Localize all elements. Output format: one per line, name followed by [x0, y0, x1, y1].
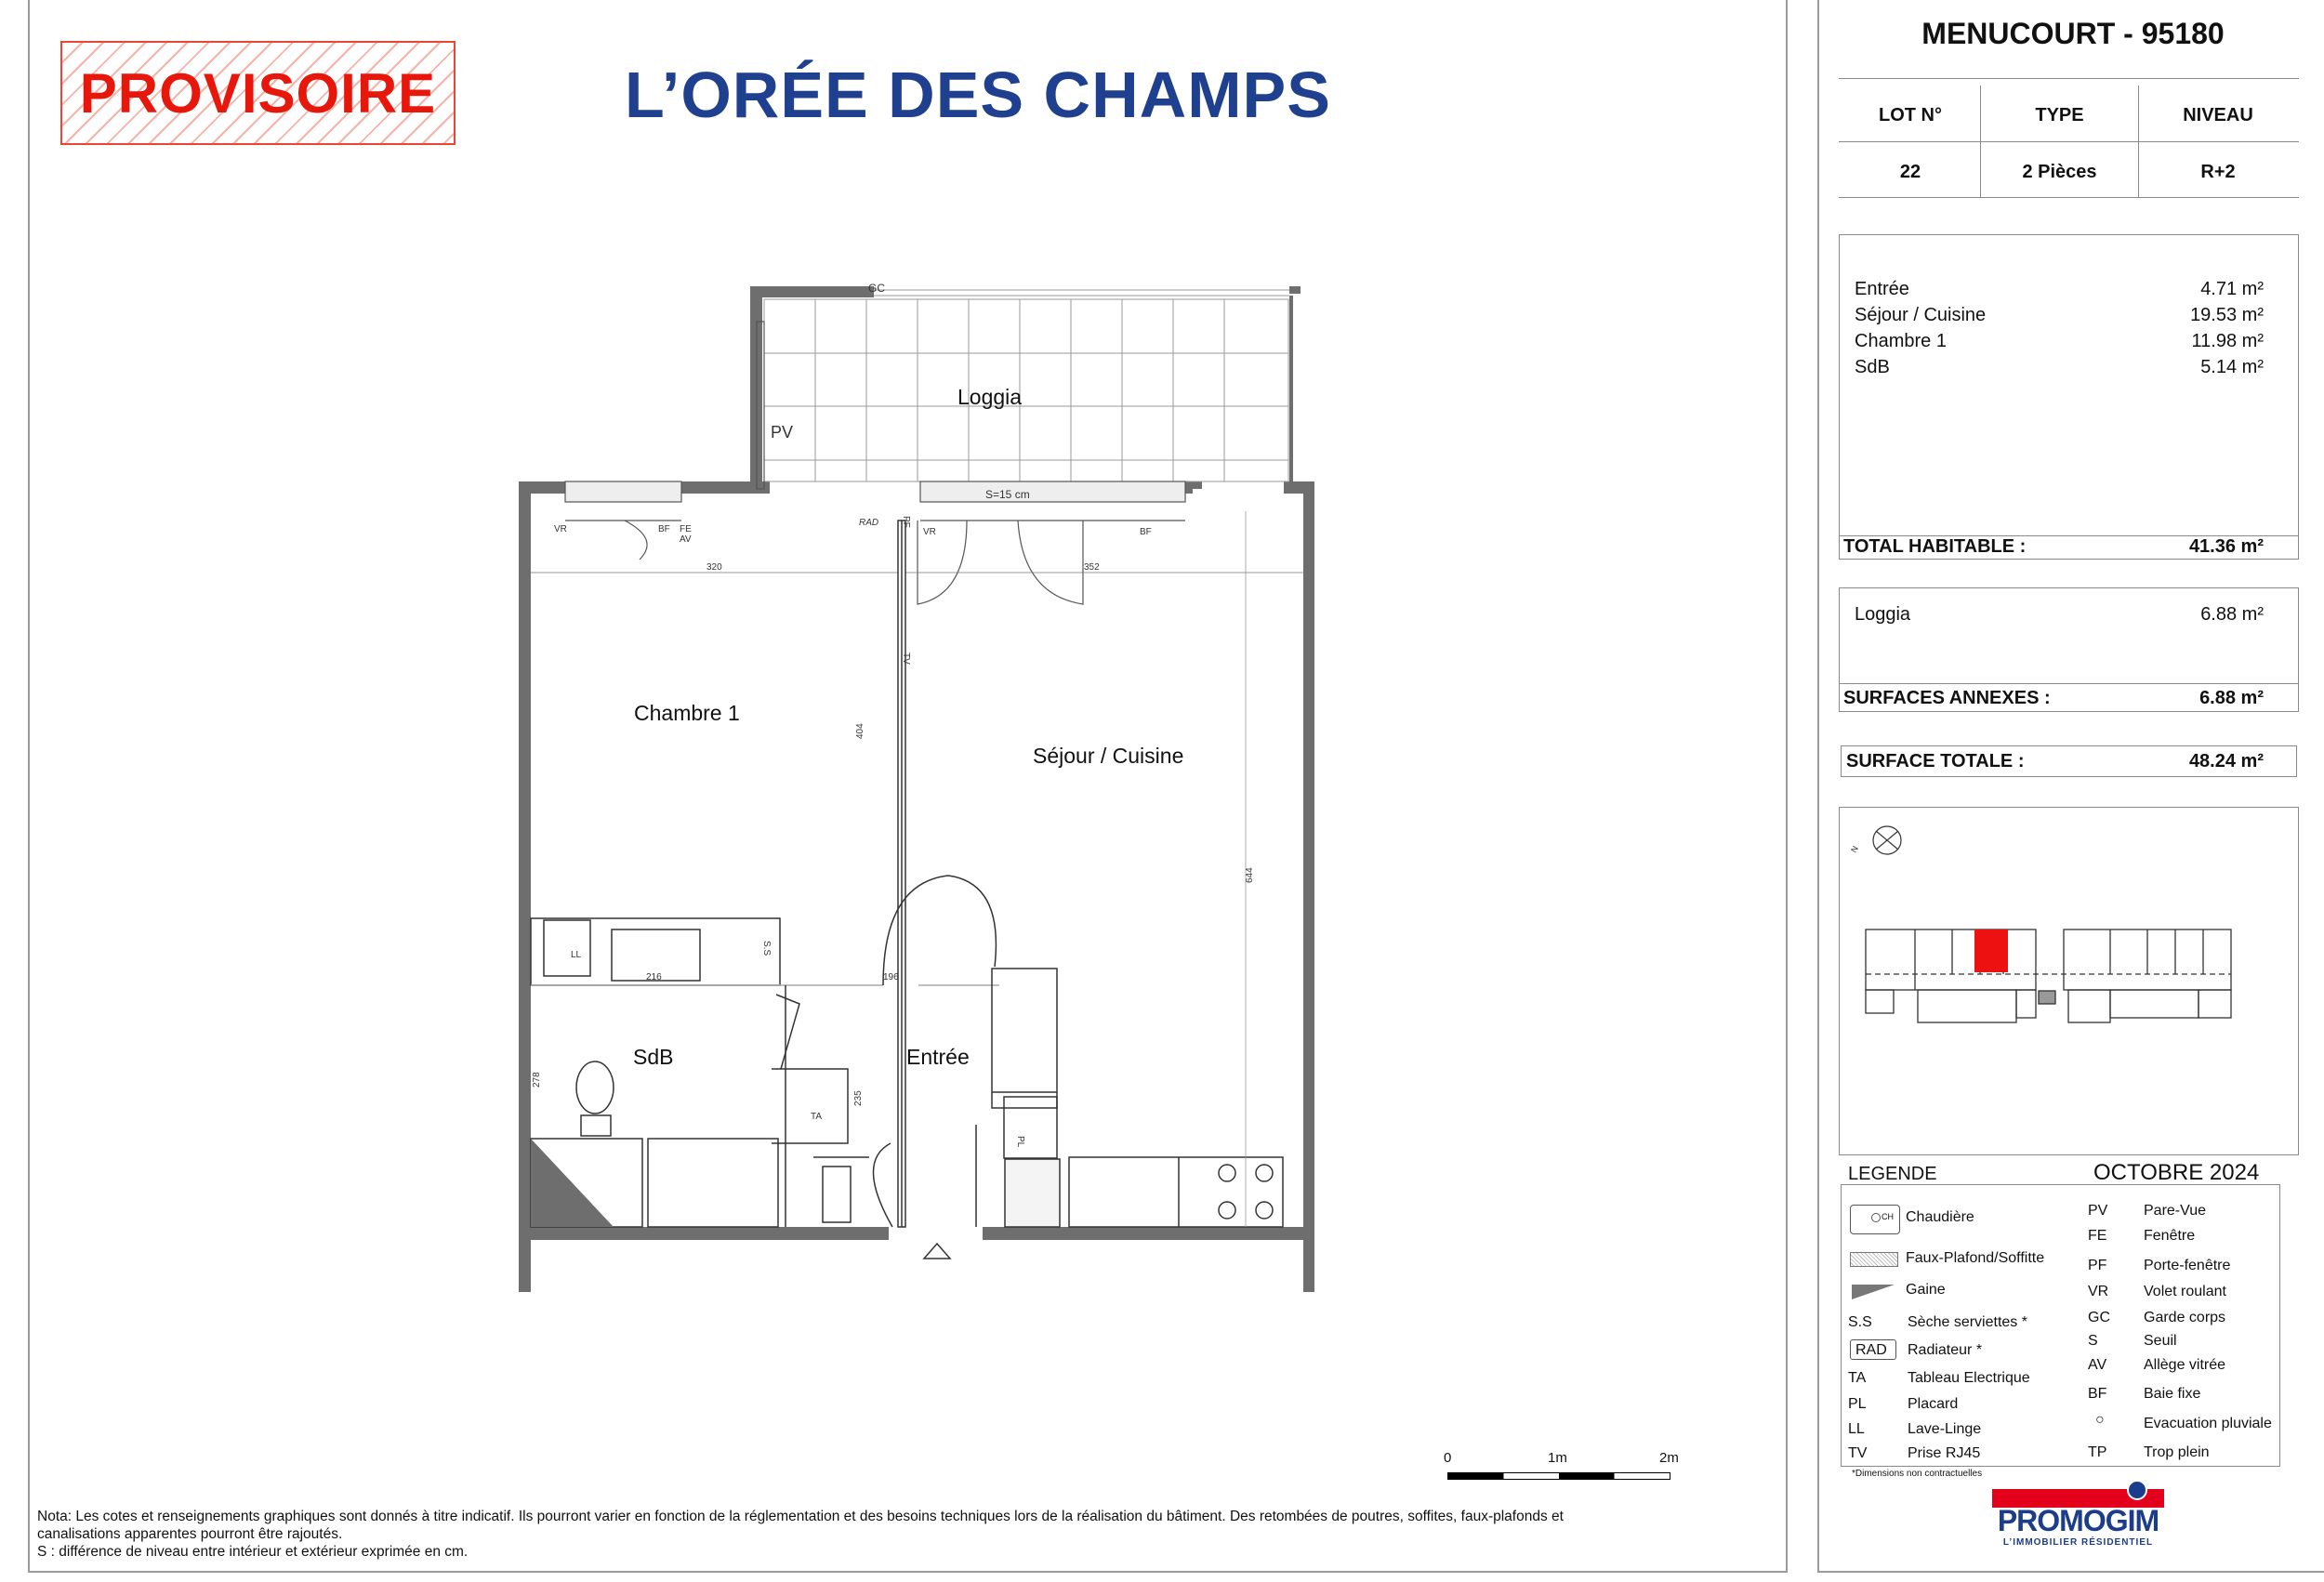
room-entree: Entrée [906, 1045, 970, 1069]
header-type: TYPE [2035, 105, 2084, 125]
tag-ta: TA [811, 1112, 823, 1122]
tag-vr1: VR [554, 524, 567, 534]
legend-text-pf: Porte-fenêtre [2144, 1258, 2231, 1273]
dim-235: 235 [853, 1090, 864, 1106]
tag-vr2: VR [923, 527, 936, 537]
tag-bf1: BF [658, 524, 670, 534]
legend-code-av: AV [2088, 1357, 2107, 1373]
tag-s: S=15 cm [985, 488, 1030, 501]
tag-tv: TV [901, 653, 911, 665]
note-line-3: S : différence de niveau entre intérieur et extérieur exprimée en cm. [37, 1544, 469, 1560]
scale-label-2m: 2m [1659, 1450, 1679, 1466]
legend-text-s: Seuil [2144, 1333, 2177, 1349]
room-sdb: SdB [633, 1045, 674, 1069]
legend-code-pv: PV [2088, 1203, 2108, 1219]
legend-code-vr: VR [2088, 1284, 2109, 1299]
legend-text-pv: Pare-Vue [2144, 1203, 2206, 1219]
legend-text-vr: Volet roulant [2144, 1284, 2226, 1299]
legend-code-ss: S.S [1848, 1314, 1872, 1330]
legend-text-fe: Fenêtre [2144, 1228, 2196, 1244]
dim-320: 320 [706, 562, 722, 573]
tag-rad: RAD [859, 518, 879, 528]
legend-code-tv: TV [1848, 1445, 1868, 1461]
hatched-rect-icon [1850, 1252, 1898, 1267]
building-outline [1866, 929, 2231, 1022]
legend-title: LEGENDE [1848, 1164, 1937, 1184]
legend-text-ta: Tableau Electrique [1908, 1370, 2030, 1386]
dims-note: *Dimensions non contractuelles [1852, 1469, 1983, 1479]
tag-pv: PV [771, 423, 794, 442]
legend-text-evacuation: Evacuation pluviale [2144, 1416, 2272, 1431]
legend-code-gc: GC [2088, 1310, 2110, 1325]
legend-text-ss: Sèche serviettes * [1908, 1314, 2027, 1330]
entrance-mark [924, 1244, 950, 1259]
annex-row: Loggia 6.88 m² [1855, 604, 2264, 625]
legend-text-av: Allège vitrée [2144, 1357, 2226, 1373]
floor-plan [502, 270, 1320, 1292]
legend-text-tv: Prise RJ45 [1908, 1445, 1981, 1461]
tag-gc: GC [868, 282, 885, 295]
legend-code-evacuation: ○ [2095, 1412, 2105, 1428]
note-line-2: canalisations apparentes pourront être rajoutés. [37, 1526, 343, 1542]
disclaimer-note [37, 1508, 1738, 1561]
tag-ss: S.S [761, 941, 772, 956]
room-chambre: Chambre 1 [634, 701, 740, 725]
header-lot: LOT N° [1879, 105, 1942, 125]
legend-code-rad: RAD [1855, 1342, 1887, 1358]
surfaces-annexes-row: SURFACES ANNEXES : 6.88 m² [1843, 688, 2264, 708]
gaine-triangle-icon [1850, 1283, 1896, 1301]
tag-pl: PL [1015, 1136, 1025, 1148]
tag-pf: PF [901, 516, 911, 528]
svg-text:N: N [1849, 844, 1860, 854]
legend-text-gc: Garde corps [2144, 1310, 2226, 1325]
value-lot: 22 [1899, 162, 1921, 182]
promogim-logo [1992, 1480, 2164, 1554]
dim-404: 404 [855, 723, 865, 739]
project-title: L’ORÉE DES CHAMPS [625, 59, 1331, 131]
surface-row: Séjour / Cuisine 19.53 m² [1855, 305, 2264, 325]
dim-278: 278 [532, 1072, 542, 1088]
legend-code-bf: BF [2088, 1386, 2107, 1402]
legend-text-bf: Baie fixe [2144, 1386, 2201, 1402]
surface-row: Entrée 4.71 m² [1855, 279, 2264, 299]
value-niveau: R+2 [2200, 162, 2236, 182]
legend-text-ll: Lave-Linge [1908, 1421, 1982, 1437]
stamp-text: PROVISOIRE [79, 61, 437, 125]
legend-code-pf: PF [2088, 1258, 2107, 1273]
lot-highlight [1974, 929, 2008, 972]
scale-label-1m: 1m [1548, 1450, 1567, 1466]
tag-fe: FE [680, 524, 692, 534]
tag-bf2: BF [1140, 527, 1152, 537]
total-habitable-row: TOTAL HABITABLE : 41.36 m² [1843, 536, 2264, 557]
dim-644: 644 [1245, 867, 1255, 883]
legend-code-ll: LL [1848, 1421, 1865, 1437]
key-plan [1841, 809, 2296, 1153]
surface-row: Chambre 1 11.98 m² [1855, 331, 2264, 351]
legend-faux-plafond: Faux-Plafond/Soffitte [1906, 1250, 2045, 1266]
scale-label-0: 0 [1444, 1450, 1452, 1466]
city-title: MENUCOURT - 95180 [1921, 17, 2225, 50]
logo-brand: PROMOGIM [1997, 1504, 2159, 1537]
room-sejour: Séjour / Cuisine [1033, 744, 1184, 768]
legend-code-pl: PL [1848, 1396, 1867, 1412]
legend-chaudiere: Chaudière [1906, 1209, 1974, 1225]
provisoire-stamp [60, 41, 456, 145]
legend-gaine: Gaine [1906, 1282, 1946, 1298]
header-niveau: NIVEAU [2183, 105, 2253, 125]
surface-row: SdB 5.14 m² [1855, 357, 2264, 377]
value-type: 2 Pièces [2022, 162, 2097, 182]
partitions [531, 511, 1303, 1227]
dim-352: 352 [1084, 562, 1100, 573]
surface-totale-row: SURFACE TOTALE : 48.24 m² [1846, 751, 2264, 771]
legend-text-rad: Radiateur * [1908, 1342, 1983, 1358]
plan-dims [532, 562, 1255, 1106]
dim-196: 196 [883, 972, 899, 982]
walls [519, 286, 1314, 1292]
tag-ll: LL [571, 950, 582, 960]
room-loggia: Loggia [957, 385, 1023, 409]
legend-code-fe: FE [2088, 1228, 2107, 1244]
legend-text-pl: Placard [1908, 1396, 1959, 1412]
tag-av: AV [680, 534, 692, 545]
legend-code-tp: TP [2088, 1444, 2107, 1460]
dim-216: 216 [646, 972, 662, 982]
legend-text-tp: Trop plein [2144, 1444, 2210, 1460]
plan-date: OCTOBRE 2024 [2093, 1160, 2260, 1185]
loggia-tiles [764, 290, 1289, 481]
legend-code-ta: TA [1848, 1370, 1867, 1386]
boiler-icon: CH [1850, 1205, 1900, 1234]
logo-tagline: L’IMMOBILIER RÉSIDENTIEL [2002, 1537, 2154, 1548]
compass-icon [1873, 826, 1901, 854]
note-line-1: Nota: Les cotes et renseignements graphiques sont donnés à titre indicatif. Ils pourront varier en fonction de la réglementation et des besoins techniques lors de la réalisation du bâtiment. Des retombées de poutres, soffites, faux-plafonds et [37, 1509, 1564, 1524]
legend-code-s: S [2088, 1333, 2098, 1349]
